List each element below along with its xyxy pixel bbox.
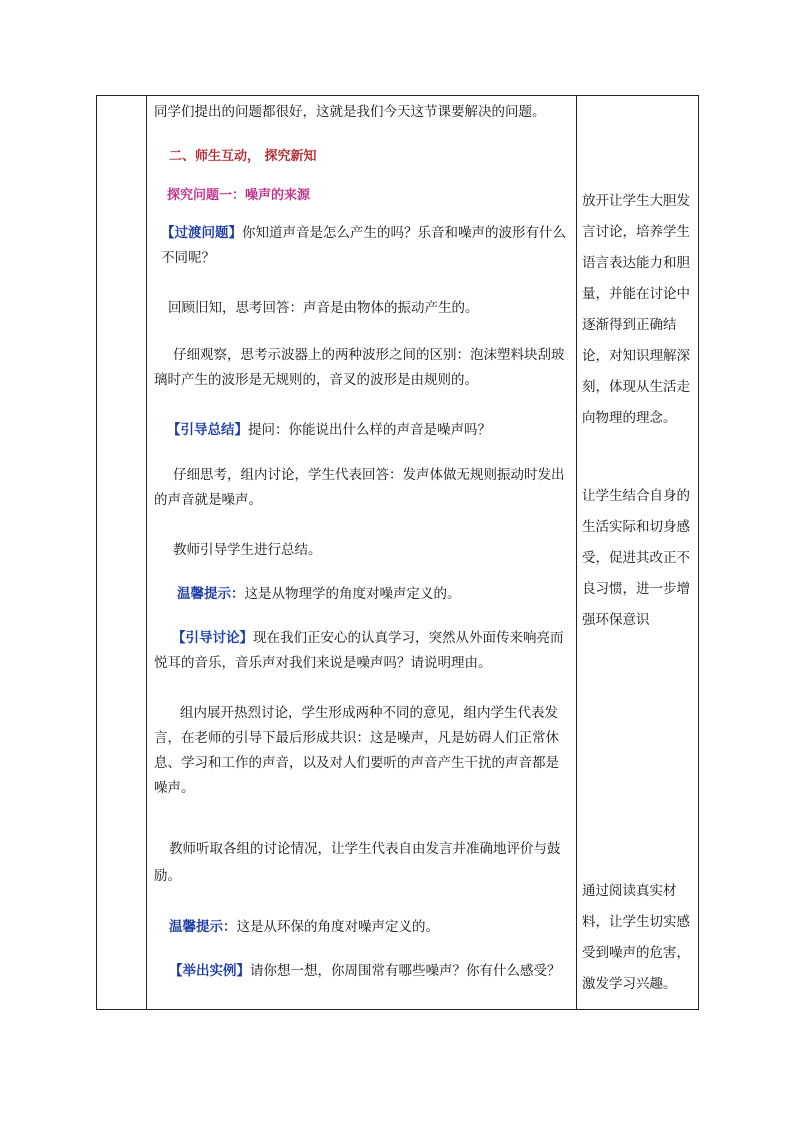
paragraph-review: 回顾旧知，思考回答：声音是由物体的振动产生的。 (168, 300, 479, 316)
paragraph-tip-environment (169, 915, 570, 939)
tag-transition-question: 【过渡问题】 (161, 225, 242, 241)
paragraph-guide-discussion (154, 626, 570, 676)
content-column-cell (147, 96, 577, 1010)
note-environment-awareness: 让学生结合自身的生活实际和切身感受，促进其改正不良习惯，进一步增强环保意识 (582, 488, 690, 628)
note-encourage-discussion: 放开让学生大胆发言讨论，培养学生语言表达能力和胆量，并能在讨论中逐渐得到正确结论，对知识理解深刻，体现从生活走向物理的理念。 (582, 193, 690, 426)
transition-question-text: 你知道声音是怎么产生的吗？乐音和噪声的波形有什么不同呢？ (161, 225, 566, 266)
paragraph-consensus: 组内展开热烈讨论，学生形成两种不同的意见，组内学生代表发言，在老师的引导下最后形成共识：这是噪声，凡是妨碍人们正常休息、学习和工作的声音，以及对人们要听的声音产生干扰的声音都是噪声。 (154, 705, 559, 796)
left-column-cell (97, 96, 147, 1010)
tag-give-examples: 【举出实例】 (169, 963, 250, 979)
tag-guide-discussion: 【引导讨论】 (172, 630, 253, 646)
tag-tip-environment: 温馨提示： (169, 919, 237, 935)
tag-guide-summary: 【引导总结】 (167, 422, 248, 438)
lesson-plan-table (96, 95, 699, 1010)
section-title: 二、师生互动， 探究新知 (169, 149, 317, 164)
note-reading-materials: 通过阅读真实材料，让学生切实感受到噪声的危害，激发学习兴趣。 (582, 883, 690, 992)
paragraph-transition-question (161, 221, 570, 271)
sub-title: 探究问题一：噪声的来源 (167, 188, 311, 203)
tip-environment-text: 这是从环保的角度对噪声定义的。 (236, 919, 439, 935)
paragraph-tip-physics (177, 582, 570, 606)
paragraph-observe: 仔细观察，思考示波器上的两种波形之间的区别：泡沫塑料块刮玻璃时产生的波形是无规则的，音叉的波形是由规则的。 (154, 347, 565, 388)
guide-summary-text: 提问：你能说出什么样的声音是噪声吗？ (248, 422, 491, 438)
paragraph-guide-summary (167, 418, 570, 442)
intro-line: 同学们提出的问题都很好，这就是我们今天这节课要解决的问题。 (154, 104, 546, 120)
paragraph-teacher-summary: 教师引导学生进行总结。 (173, 542, 322, 558)
tag-tip-physics: 温馨提示： (177, 586, 245, 602)
guide-discussion-text: 现在我们正安心的认真学习，突然从外面传来响亮而悦耳的音乐，音乐声对我们来说是噪声吗？请说明理由。 (154, 630, 564, 671)
give-examples-text: 请你想一想，你周围常有哪些噪声？你有什么感受？ (250, 963, 561, 979)
notes-column-cell (577, 96, 699, 1010)
paragraph-teacher-evaluate: 教师听取各组的讨论情况，让学生代表自由发言并准确地评价与鼓励。 (154, 841, 561, 884)
paragraph-group-discuss: 仔细思考，组内讨论，学生代表回答：发声体做无规则振动时发出的声音就是噪声。 (154, 467, 565, 508)
paragraph-give-examples (169, 959, 570, 983)
tip-physics-text: 这是从物理学的角度对噪声定义的。 (244, 586, 461, 602)
